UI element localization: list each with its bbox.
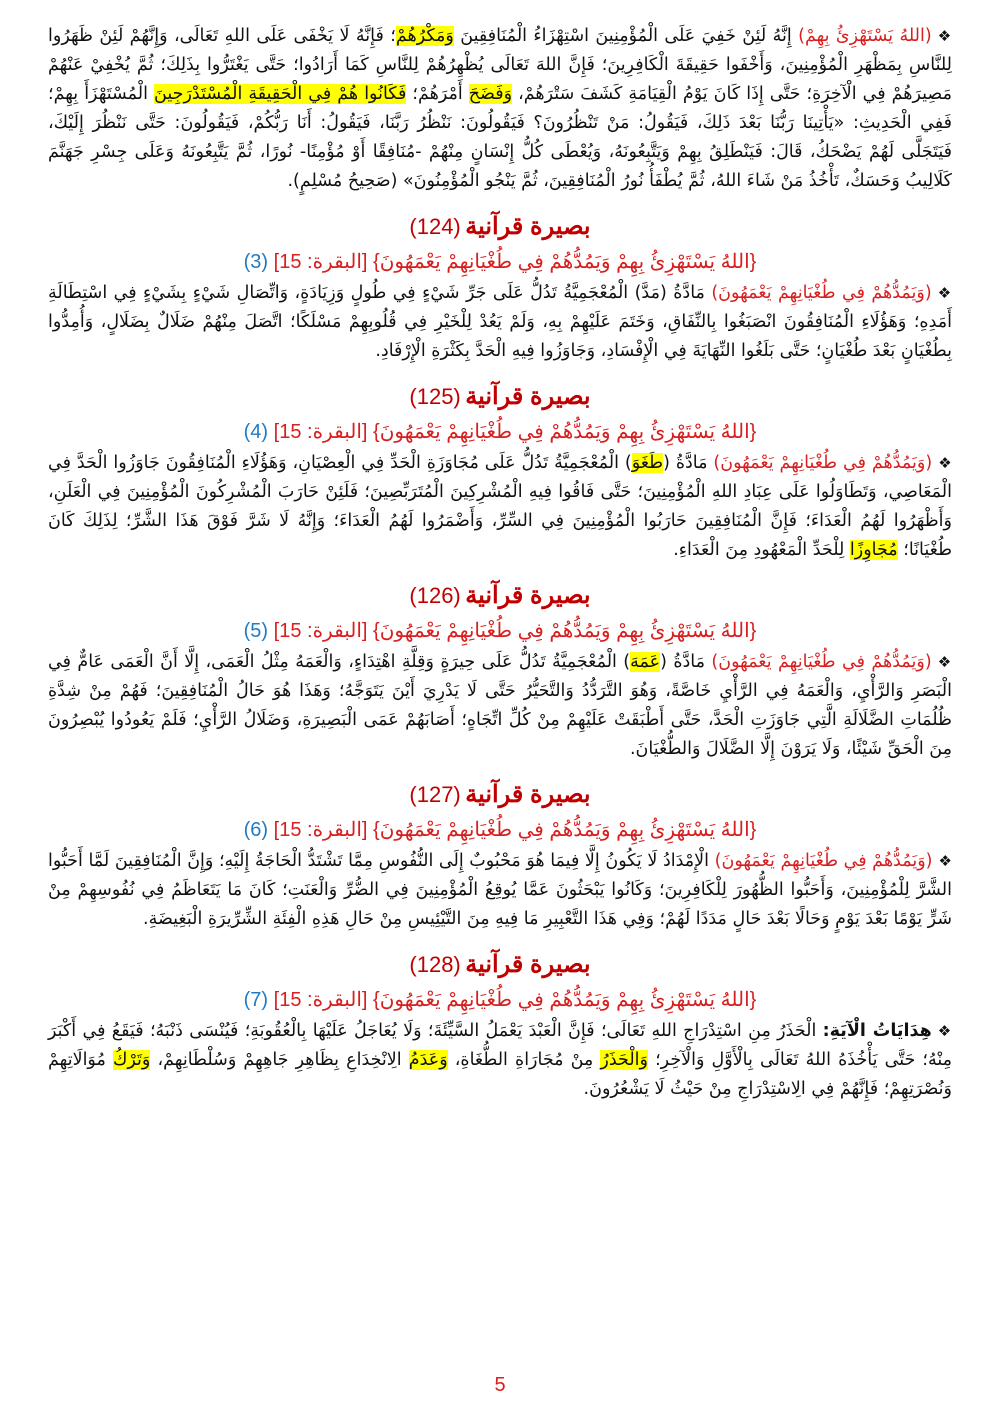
text: الْحَذَرُ مِنِ اسْتِدْرَاجِ اللهِ تَعَالَى؛ فَإِنَّ الْعَبْدَ يَعْمَلُ السَّيِّئَةَ؛ وَلَا يُعَاجَلُ عَلَيْهَا بِالْعُقُوبَةِ؛ فَيُنْسَى ذَنْبَهُ؛ فَيَقَعُ فِي أَكْبَرَ مِنْهُ؛ حَتَّى يَأْخُذَهُ اللهُ تَعَالَى بِالْأَوَّلِ وَالْآخِرِ؛ bbox=[48, 1021, 952, 1070]
highlighted-text: وَعَدَمُ bbox=[408, 1050, 448, 1070]
verse-reference: [البقرة: 15] bbox=[273, 989, 368, 1011]
text: مِنْ مُجَارَاةِ الطُّغَاةِ، bbox=[447, 1050, 601, 1070]
part-number: (5) bbox=[243, 620, 269, 642]
section-paragraph bbox=[48, 648, 952, 764]
highlighted-text: عَمَهَ bbox=[630, 652, 661, 672]
section-paragraph bbox=[48, 847, 952, 934]
bullet-diamond-icon: ❖ bbox=[937, 27, 952, 45]
section-title: بصيرة قرآنية bbox=[465, 383, 591, 410]
verse-lead: (وَيَمُدُّهُمْ فِي طُغْيَانِهِمْ يَعْمَهُونَ) bbox=[714, 851, 933, 871]
section-number: (124) bbox=[409, 214, 461, 239]
verse-reference: [البقرة: 15] bbox=[273, 819, 368, 841]
verse-lead: (وَيَمُدُّهُمْ فِي طُغْيَانِهِمْ يَعْمَهُونَ) bbox=[713, 453, 933, 473]
verse-line bbox=[48, 815, 952, 845]
text: ) الْمُعْجَمِيَّةُ تَدُلُّ عَلَى مُجَاوَزَةِ الْحَدِّ فِي الْعِصْيَانِ، وَهَؤُلَاءِ الْمُنَافِقُونَ جَاوَزُوا الْحَدَّ فِي الْمَعَاصِي، وَتَطَاوَلُوا عَلَى عِبَادِ اللهِ الْمُؤْمِنِينَ؛ حَتَّى فَاقُوا فِيهِ الْمُشْرِكِينَ الْمُتَرَبِّصِينَ؛ فَلَئِنْ حَارَبَ الْمُشْرِكُونَ الْمُؤْمِنِينَ فِي الْعَلَنِ، وَأَظْهَرُوا لَهُمُ الْعَدَاءَ؛ فَإِنَّ الْمُنَافِقِينَ حَارَبُوا الْمُؤْمِنِينَ فِي السِّرِّ، وَأَضْمَرُوا لَهُمُ الْعَدَاءَ؛ وَإِنَّهُ لَا شَرَّ فَوْقَ هَذَا الشَّرِّ؛ لِذَلِكَ كَانَ طُغْيَانًا؛ bbox=[48, 453, 952, 560]
section-number: (128) bbox=[409, 952, 461, 977]
highlighted-text: وَالْحَذَرُ bbox=[600, 1050, 648, 1070]
section-title: بصيرة قرآنية bbox=[465, 951, 591, 978]
part-number: (3) bbox=[243, 251, 269, 273]
section-paragraph bbox=[48, 449, 952, 565]
verse-line bbox=[48, 616, 952, 646]
verse-reference: [البقرة: 15] bbox=[273, 251, 368, 273]
text: الْمُسْتَهْزَأَ بِهِمْ؛ فَفِي الْحَدِيثِ: «يَأْتِينَا رَبُّنَا بَعْدَ ذَلِكَ، فَيَقُولُ: مَنْ تَنْظُرُونَ؟ فَيَقُولُونَ: نَنْظُرُ رَبَّنَا، فَيَقُولُ: أَنَا رَبُّكُمْ، فَيَقُولُونَ: حَتَّى نَنْظُرَ إِلَيْكَ، فَيَتَجَلَّى لَهُمْ يَضْحَكُ، قَالَ: فَيَنْطَلِقُ بِهِمْ وَيَتَّبِعُونَهُ، وَيُعْطَى كُلُّ إِنْسَانٍ مِنْهُمْ -مُنَافِقًا أَوْ مُؤْمِنًا- نُورًا، ثُمَّ يَتَّبِعُونَهُ وَعَلَى جِسْرِ جَهَنَّمَ كَلَالِيبُ وَحَسَكٌ، تَأْخُذُ مَنْ شَاءَ اللهُ، ثُمَّ يُطْفَأُ نُورُ الْمُنَافِقِينَ، ثُمَّ يَنْجُو الْمُؤْمِنُونَ» (صَحِيحُ مُسْلِمٍ). bbox=[48, 84, 952, 191]
section-heading-128 bbox=[48, 948, 952, 985]
part-number: (6) bbox=[243, 819, 269, 841]
bullet-diamond-icon: ❖ bbox=[937, 1022, 952, 1040]
section-title: بصيرة قرآنية bbox=[465, 781, 591, 808]
document-page bbox=[48, 22, 952, 1104]
text: مَادَّةُ ( bbox=[660, 652, 712, 672]
text: إِنَّهُ لَئِنْ خَفِيَ عَلَى الْمُؤْمِنِينَ اسْتِهْزَاءُ الْمُنَافِقِينَ bbox=[453, 26, 799, 46]
section-paragraph bbox=[48, 279, 952, 366]
section-heading-124 bbox=[48, 210, 952, 247]
page-number: 5 bbox=[494, 1374, 506, 1396]
highlighted-text: مُجَاوِزًا bbox=[849, 540, 898, 560]
text: الِانْخِدَاعِ بِظَاهِرِ جَاهِهِمْ وَسُلْطَانِهِمْ، bbox=[150, 1050, 409, 1070]
highlighted-text: وَمَكْرُهُمْ bbox=[395, 26, 454, 46]
section-heading-125 bbox=[48, 380, 952, 417]
section-number: (127) bbox=[409, 782, 461, 807]
text: الْإِمْدَادُ لَا يَكُونُ إِلَّا فِيمَا هُوَ مَحْبُوبٌ إِلَى النُّفُوسِ مِمَّا تَشْتَدُّ الْحَاجَةُ إِلَيْهِ؛ وَإِنَّ الْمُنَافِقِينَ لَمَّا أَحَبُّوا الشَّرَّ لِلْمُؤْمِنِينَ، وَأَحَبُّوا الظُّهُورَ لِلْكَافِرِينَ؛ وَكَانُوا يَبْحَثُونَ عَمَّا يُوقِعُ الْمُؤْمِنِينَ فِي الضُّرِّ وَالْعَنَتِ؛ كَانَ مَا يَتَعَاظَمُ فِي نُفُوسِهِمْ مِنْ شَرٍّ يَوْمًا بَعْدَ يَوْمٍ وَحَالًا بَعْدَ حَالٍ مَدَدًا لَهُمْ؛ وَفِي هَذَا التَّعْبِيرِ مَا فِيهِ مِنَ التَّيْئِيسِ مِنْ حَالِ هَذِهِ الْفِئَةِ الشِّرِّيرَةِ الْبَغِيضَةِ. bbox=[48, 851, 952, 929]
section-heading-127 bbox=[48, 778, 952, 815]
highlighted-text: وَفَضَحَ bbox=[468, 84, 513, 104]
verse-line bbox=[48, 417, 952, 447]
text: مَادَّةُ ( bbox=[663, 453, 714, 473]
verse-text: {اللهُ يَسْتَهْزِئُ بِهِمْ وَيَمُدُّهُمْ فِي طُغْيَانِهِمْ يَعْمَهُونَ} bbox=[373, 620, 757, 642]
verse-line bbox=[48, 985, 952, 1015]
text: لِلْحَدِّ الْمَعْهُودِ مِنَ الْعَدَاءِ. bbox=[673, 540, 850, 560]
verse-text: {اللهُ يَسْتَهْزِئُ بِهِمْ وَيَمُدُّهُمْ فِي طُغْيَانِهِمْ يَعْمَهُونَ} bbox=[373, 989, 757, 1011]
text: مُوَالَاتِهِمْ وَنُصْرَتِهِمْ؛ فَإِنَّهُمْ فِي الِاسْتِدْرَاجِ مِنْ حَيْثُ لَا يَشْعُرُونَ. bbox=[48, 1050, 952, 1099]
lessons-label: هِدَايَاتُ الْآيَةِ: bbox=[822, 1021, 932, 1041]
text: أَمْرَهُمْ؛ bbox=[406, 84, 469, 104]
verse-line bbox=[48, 247, 952, 277]
section-number: (126) bbox=[409, 583, 461, 608]
section-number: (125) bbox=[409, 384, 461, 409]
bullet-diamond-icon: ❖ bbox=[937, 653, 952, 671]
highlighted-text: وَتَرْكُ bbox=[112, 1050, 151, 1070]
intro-paragraph bbox=[48, 22, 952, 196]
section-title: بصيرة قرآنية bbox=[465, 213, 591, 240]
highlighted-text: طَغَوَ bbox=[631, 453, 664, 473]
verse-lead: (وَيَمُدُّهُمْ فِي طُغْيَانِهِمْ يَعْمَهُونَ) bbox=[711, 283, 932, 303]
verse-text: {اللهُ يَسْتَهْزِئُ بِهِمْ وَيَمُدُّهُمْ فِي طُغْيَانِهِمْ يَعْمَهُونَ} bbox=[373, 421, 757, 443]
verse-lead: (وَيَمُدُّهُمْ فِي طُغْيَانِهِمْ يَعْمَهُونَ) bbox=[711, 652, 932, 672]
part-number: (7) bbox=[243, 989, 269, 1011]
section-title: بصيرة قرآنية bbox=[465, 582, 591, 609]
verse-reference: [البقرة: 15] bbox=[273, 620, 368, 642]
section-heading-126 bbox=[48, 579, 952, 616]
text: مَادَّةُ (مَدَّ) الْمُعْجَمِيَّةُ تَدُلُّ عَلَى جَرِّ شَيْءٍ فِي طُولٍ وَزِيَادَةٍ، وَاتِّصَالِ شَيْءٍ بِشَيْءٍ فِي اسْتِطَالَةِ أَمَدِهِ؛ وَهَؤُلَاءِ الْمُنَافِقُونَ انْصَبَغُوا بِالنِّفَاقِ، وَخَتَمَ عَلَيْهِمْ بِهِ، وَلَمْ يَعُدْ لِلْخَيْرِ فِي قُلُوبِهِمْ مَسْلَكًا؛ اتَّصَلَ مِنْهُمْ ضَلَالٌ بِضَلَالٍ، وَأُمِدُّوا بِطُغْيَانٍ بَعْدَ طُغْيَانٍ؛ حَتَّى بَلَغُوا النِّهَايَةَ فِي الْإِفْسَادِ، وَجَاوَزُوا فِيهِ الْحَدَّ بِكَثْرَةِ الْإِرْفَادِ. bbox=[48, 283, 952, 361]
text: ؛ فَإِنَّهُ لَا يَخْفَى عَلَى اللهِ تَعَالَى، وَإِنَّهُمْ لَئِنْ ظَهَرُوا لِلنَّاسِ بِمَظْهَرِ الْمُؤْمِنِينَ، وَأَخْفَوا حَقِيقَةَ الْكَافِرِينَ؛ فَإِنَّ اللهَ تَعَالَى يُظْهِرُهُمْ لِلنَّاسِ كَمَا أَرَادُوا؛ حَتَّى يَغْتَرُّوا بِذَلِكَ؛ ثُمَّ يُخْفِيْ عَنْهُمْ مَصِيرَهُمْ فِي الْآخِرَةِ؛ حَتَّى إِذَا كَانَ يَوْمُ الْقِيَامَةِ كَشَفَ سَتْرَهُمْ، bbox=[48, 26, 952, 104]
part-number: (4) bbox=[243, 421, 269, 443]
verse-lead: (اللهُ يَسْتَهْزِئُ بِهِمْ) bbox=[798, 26, 932, 46]
bullet-diamond-icon: ❖ bbox=[938, 852, 953, 870]
section-paragraph bbox=[48, 1017, 952, 1104]
verse-text: {اللهُ يَسْتَهْزِئُ بِهِمْ وَيَمُدُّهُمْ فِي طُغْيَانِهِمْ يَعْمَهُونَ} bbox=[373, 819, 757, 841]
text: ) الْمُعْجَمِيَّةُ تَدُلُّ عَلَى حِيرَةٍ وَقِلَّةِ اهْتِدَاءٍ، وَالْعَمَهُ مِثْلُ الْعَمَى، إِلَّا أَنَّ الْعَمَى عَامٌّ فِي الْبَصَرِ وَالرَّأْيِ، وَالْعَمَهُ فِي الرَّأْيِ خَاصَّةً، وَهُوَ التَّرَدُّدُ وَالتَّحَيُّرُ حَتَّى لَا يَدْرِيَ أَيْنَ يَتَوَجَّهُ؛ وَهَذَا هُوَ حَالُ الْمُنَافِقِينَ؛ فَهُمْ مِنْ شِدَّةِ ظُلُمَاتِ الضَّلَالَةِ الَّتِي جَاوَزَتِ الْحَدَّ، حَتَّى أَطْبَقَتْ عَلَيْهِمْ مِنْ كُلِّ اتِّجَاهٍ؛ أَصَابَهُمْ عَمَى الْبَصِيرَةِ، وَضَلَالُ الرَّأْيِ؛ فَلَمْ يَعُودُوا يُبْصِرُونَ مِنَ الْحَقِّ شَيْئًا، وَلَا يَرَوْنَ إِلَّا الضَّلَالَ وَالطُّغْيَانَ. bbox=[48, 652, 952, 759]
bullet-diamond-icon: ❖ bbox=[938, 454, 952, 472]
verse-text: {اللهُ يَسْتَهْزِئُ بِهِمْ وَيَمُدُّهُمْ فِي طُغْيَانِهِمْ يَعْمَهُونَ} bbox=[373, 251, 757, 273]
bullet-diamond-icon: ❖ bbox=[937, 284, 952, 302]
verse-reference: [البقرة: 15] bbox=[273, 421, 368, 443]
highlighted-text: فَكَانُوا هُمْ فِي الْحَقِيقَةِ الْمُسْتَدْرَجِينَ bbox=[154, 84, 407, 104]
